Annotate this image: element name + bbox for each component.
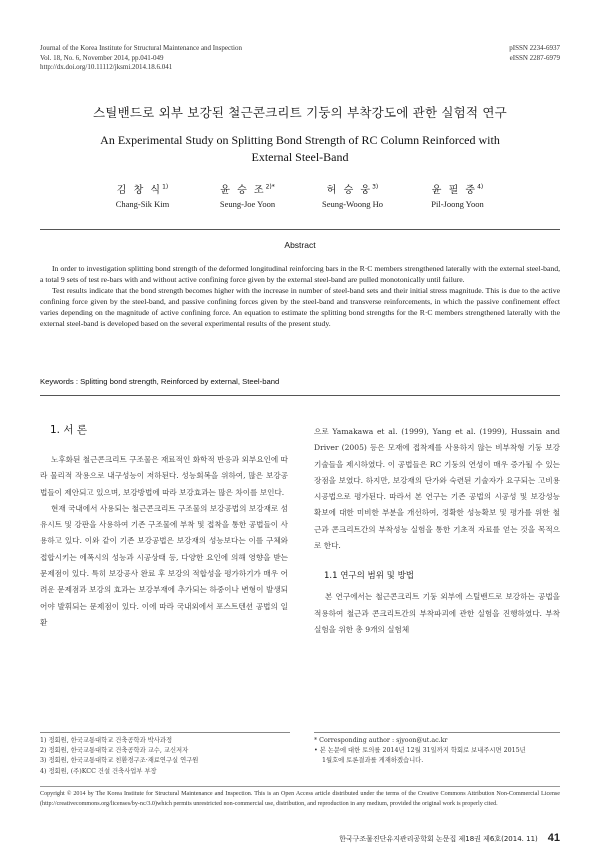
doi-link[interactable]: http://dx.doi.org/10.11112/jksmi.2014.18.6.041 xyxy=(40,63,173,71)
footnote: 3) 정회원, 한국교통대학교 친환경구조·재료연구실 연구원 xyxy=(40,757,199,765)
body-column-right xyxy=(314,424,560,638)
author-affil-mark: 1) xyxy=(162,183,169,191)
body-column-left xyxy=(40,424,288,631)
copyright-rule xyxy=(40,786,560,787)
author-affil-mark: 3) xyxy=(372,183,379,191)
author-list xyxy=(90,181,510,209)
author-name-en: Pil-Joong Yoon xyxy=(431,199,484,209)
page-number: 41 xyxy=(547,832,560,844)
copyright-notice: Copyright © 2014 by The Korea Institute for Structural Maintenance and Inspection. This is an Open Access article distributed under the terms of the Creative Commons Attribution Non-Commercial License (http://creativecommons.org/licenses/by-nc/3.0)which permits unrestricted non-commercial use, distribution, and reproduction in any medium, provided the original work is properly cited. xyxy=(40,791,560,807)
footnote-rule-right xyxy=(314,732,560,733)
keywords: Keywords : Splitting bond strength, Reinforced by external, Steel-band xyxy=(40,377,280,386)
author xyxy=(90,181,195,209)
author-name-ko: 윤 필 중 xyxy=(431,185,478,196)
author-name-ko: 윤 승 조 xyxy=(220,185,266,196)
body-paragraph: 현재 국내에서 사용되는 철근콘크리트 구조물의 보강공법의 보강재로 섬유시트 및 강판을 사용하여 기존 구조물에 부착 및 접착을 통한 공법들이 사용하고 있다. 이와 같이 기존 보강공법은 보강재의 성능보다는 이를 구체와 접합시키는 에폭시의 성능과 시공상태 등, 다양한 요인에 의해 영향을 받는 문제점이 있다. 특히 보강공사 완료 후 보강의 적합성을 평가하기가 매우 어려운 문제점과 보강의 효과는 보강부재에 추가되는 하중이나 변형이 발생되어야 발휘되는 문제점이 있다. 이에 따라 국내외에서 포스트텐션 공법의 일환 xyxy=(40,503,288,627)
footnotes-affiliations xyxy=(40,736,290,777)
body-paragraph: 본 연구에서는 철근콘크리트 기둥 외부에 스틸밴드로 보강하는 공법을 적용하여 철근과 콘크리트간의 부착파괴에 관한 실험을 진행하였다. 부착실험을 위한 총 9개의 실험체 xyxy=(314,592,560,634)
abstract-top-rule xyxy=(40,229,560,230)
footnote: 1월호에 토론결과를 게재하겠습니다. xyxy=(322,757,424,765)
issn-block xyxy=(420,44,560,63)
eissn: eISSN 2287-6979 xyxy=(509,53,560,62)
author-name-en: Chang-Sik Kim xyxy=(115,199,170,209)
subsection-heading: 1.1 연구의 범위 및 방법 xyxy=(324,571,415,582)
body-paragraph: 노후화된 철근콘크리트 구조물은 재료적인 화학적 반응과 외부요인에 따라 물리적 작용으로 내구성능이 저하된다. 성능회복을 위하여, 많은 보강공법들이 제안되고 있으며, 보강방법에 따라 보강효과는 많은 차이를 보인다. xyxy=(40,455,288,497)
body-paragraph: 으로 Yamakawa et al. (1999), Yang et al. (1999), Hussain and Driver (2005) 등은 모재에 접착제를 사용하지 않는 비부착형 기둥 보강기술들을 제시하였다. 이 공법들은 RC 기둥의 연성이 매우 증가될 수 있는 장점을 보였다. 하지만, 보강재의 단가와 숙련된 기술자가 요구되는 고비용 시공법으로 평가된다. 따라서 본 연구는 기존 공법의 시공성 및 보강성능 확보에 대한 미비한 부분을 개선하여, 정확한 성능확보 및 평가를 위한 철근과 콘크리트간의 부착성능 실험을 통한 기초적 자료를 얻는 것을 목적으로 한다. xyxy=(314,427,560,551)
pissn: pISSN 2234-6937 xyxy=(509,44,560,52)
title-english xyxy=(60,132,540,166)
footnote: 4) 정회원, (주)KCC 건설 건축사업부 부장 xyxy=(40,767,157,775)
author xyxy=(300,181,405,209)
journal-volume: Vol. 18, No. 6, November 2014, pp.041-049 xyxy=(40,53,164,62)
abstract-bottom-rule xyxy=(40,395,560,396)
footnote: * Corresponding author : sjyoon@ut.ac.kr xyxy=(314,737,448,744)
section-heading: 1. 서 론 xyxy=(50,424,87,436)
author-name-en: Seung-Woong Ho xyxy=(322,199,383,209)
page-footer xyxy=(339,832,560,844)
footnote: 1) 정회원, 한국교통대학교 건축공학과 박사과정 xyxy=(40,737,173,744)
footnote-rule-left xyxy=(40,732,290,733)
author-name-en: Seung-Joe Yoon xyxy=(219,199,276,209)
author-name-ko: 허 승 웅 xyxy=(326,185,373,196)
footnote: 2) 정회원, 한국교통대학교 건축공학과 교수, 교신저자 xyxy=(40,747,189,755)
title-korean: 스틸밴드로 외부 보강된 철근콘크리트 기둥의 부착강도에 관한 실험적 연구 xyxy=(93,105,507,120)
title-english-line-2: External Steel-Band xyxy=(251,150,349,164)
abstract-body xyxy=(40,264,560,329)
author-affil-mark: 2)* xyxy=(265,183,275,191)
footnotes-correspondence xyxy=(314,736,560,767)
abstract-paragraph: In order to investigation splitting bond strength of the deformed longitudinal reinforcing bars in the R·C members strengthened laterally with the external steel-band, a total 9 sets of test re-bars with and without active confining force given by the external steel-band are pulled monotonically until failure. xyxy=(40,264,560,284)
footer-journal: 한국구조물진단유지관리공학회 논문집 제18권 제6호(2014. 11) xyxy=(339,835,538,843)
author-affil-mark: 4) xyxy=(477,183,484,191)
author xyxy=(195,181,300,209)
abstract-heading: Abstract xyxy=(284,240,316,250)
footnote: • 본 논문에 대한 토의를 2014년 12월 31일까지 학회로 보내주시면 2015년 xyxy=(314,747,526,755)
title-english-line-1: An Experimental Study on Splitting Bond Strength of RC Column Reinforced with xyxy=(100,133,500,147)
author xyxy=(405,181,510,209)
abstract-paragraph: Test results indicate that the bond strength becomes higher with the increase in number of steel-band sets and their initial stress magnitude. This is due to the active confining force given by the steel-band, and passive confining forces given by the steel-band and transverse reinforcements, in which the passive confinement effect varies depending on the magnitude of active confining force. An equation to estimate the splitting bond strengths for the R·C members strengthened laterally with the external steel-band is developed based on the several experimental results of the present study. xyxy=(40,285,560,328)
journal-header xyxy=(40,44,360,73)
author-name-ko: 김 창 식 xyxy=(116,185,163,196)
journal-name: Journal of the Korea Institute for Structural Maintenance and Inspection xyxy=(40,44,242,52)
